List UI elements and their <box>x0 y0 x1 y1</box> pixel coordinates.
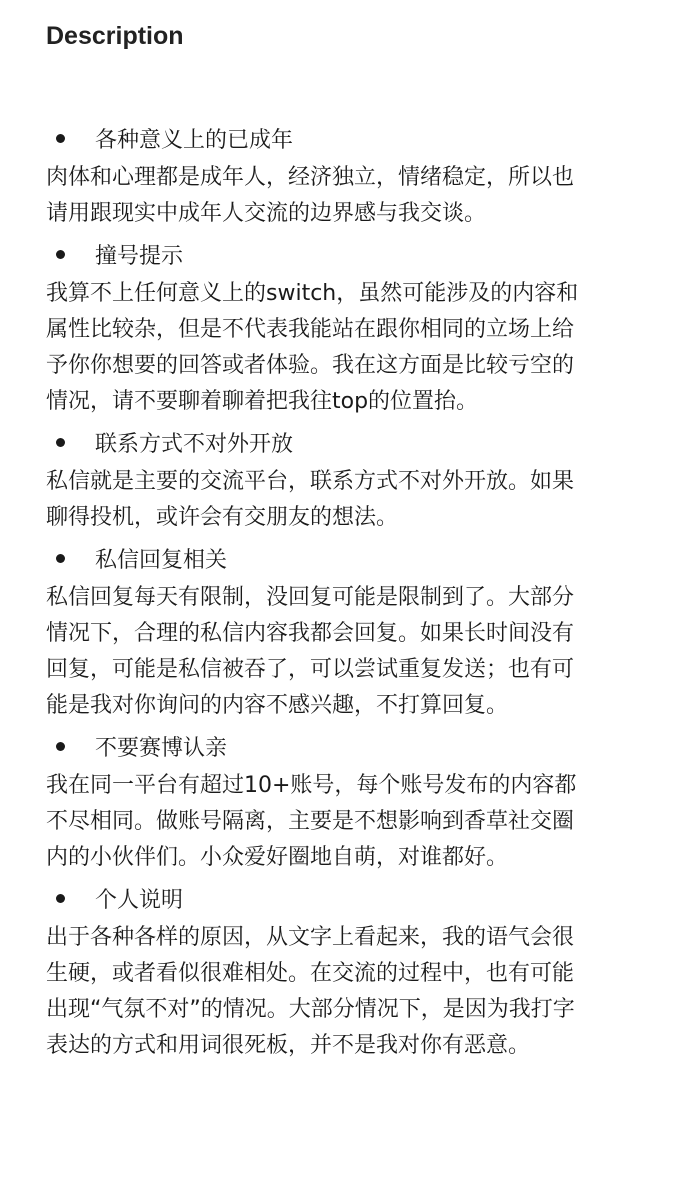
section-adult <box>46 116 663 232</box>
section-dm-reply <box>46 536 663 724</box>
paragraph-line: 情况，请不要聊着聊着把我往top的位置抬。 <box>46 389 479 414</box>
paragraph-line: 回复，可能是私信被吞了，可以尝试重复发送；也有可 <box>46 657 575 682</box>
paragraph-line: 聊得投机，或许会有交朋友的想法。 <box>46 505 399 530</box>
section-paragraph <box>46 580 663 724</box>
section-title: 个人说明 <box>95 887 184 913</box>
section-title: 不要赛博认亲 <box>95 735 228 761</box>
bullet-dot-icon <box>56 894 65 903</box>
bullet-dot-icon <box>56 438 65 447</box>
paragraph-line: 属性比较杂，但是不代表我能站在跟你相同的立场上给 <box>46 317 575 342</box>
bullet-dot-icon <box>56 742 65 751</box>
paragraph-line: 肉体和心理都是成年人，经济独立，情绪稳定，所以也 <box>46 165 575 190</box>
section-list <box>46 116 663 1064</box>
bullet-dot-icon <box>56 554 65 563</box>
paragraph-line: 能是我对你询问的内容不感兴趣，不打算回复。 <box>46 693 509 718</box>
section-paragraph <box>46 768 663 876</box>
section-paragraph <box>46 464 663 536</box>
paragraph-line: 我算不上任何意义上的switch，虽然可能涉及的内容和 <box>46 281 579 306</box>
section-paragraph <box>46 920 663 1064</box>
section-no-kinship <box>46 724 663 876</box>
paragraph-line: 表达的方式和用词很死板，并不是我对你有恶意。 <box>46 1033 531 1058</box>
paragraph-line: 出于各种各样的原因，从文字上看起来，我的语气会很 <box>46 925 575 950</box>
bullet-item <box>46 724 663 768</box>
paragraph-line: 内的小伙伴们。小众爱好圈地自萌，对谁都好。 <box>46 845 509 870</box>
bullet-dot-icon <box>56 250 65 259</box>
bullet-item <box>46 876 663 920</box>
page-heading: Description <box>46 22 184 50</box>
paragraph-line: 不尽相同。做账号隔离，主要是不想影响到香草社交圈 <box>46 809 575 834</box>
paragraph-line: 生硬，或者看似很难相处。在交流的过程中，也有可能 <box>46 961 575 986</box>
paragraph-line: 私信就是主要的交流平台，联系方式不对外开放。如果 <box>46 469 575 494</box>
section-account-notice <box>46 232 663 420</box>
bullet-dot-icon <box>56 134 65 143</box>
section-title: 私信回复相关 <box>95 547 228 573</box>
bullet-item <box>46 420 663 464</box>
section-title: 撞号提示 <box>95 243 184 269</box>
paragraph-line: 我在同一平台有超过10+账号，每个账号发布的内容都 <box>46 773 577 798</box>
section-title: 各种意义上的已成年 <box>95 127 294 153</box>
section-title: 联系方式不对外开放 <box>95 431 294 457</box>
paragraph-line: 请用跟现实中成年人交流的边界感与我交谈。 <box>46 201 487 226</box>
section-contact <box>46 420 663 536</box>
section-paragraph <box>46 160 663 232</box>
paragraph-line: 予你你想要的回答或者体验。我在这方面是比较亏空的 <box>46 353 575 378</box>
bullet-item <box>46 232 663 276</box>
paragraph-line: 私信回复每天有限制，没回复可能是限制到了。大部分 <box>46 585 575 610</box>
bullet-item <box>46 116 663 160</box>
paragraph-line: 出现“气氛不对”的情况。大部分情况下，是因为我打字 <box>46 997 575 1022</box>
bullet-item <box>46 536 663 580</box>
paragraph-line: 情况下，合理的私信内容我都会回复。如果长时间没有 <box>46 621 575 646</box>
section-personal-note <box>46 876 663 1064</box>
section-paragraph <box>46 276 663 420</box>
